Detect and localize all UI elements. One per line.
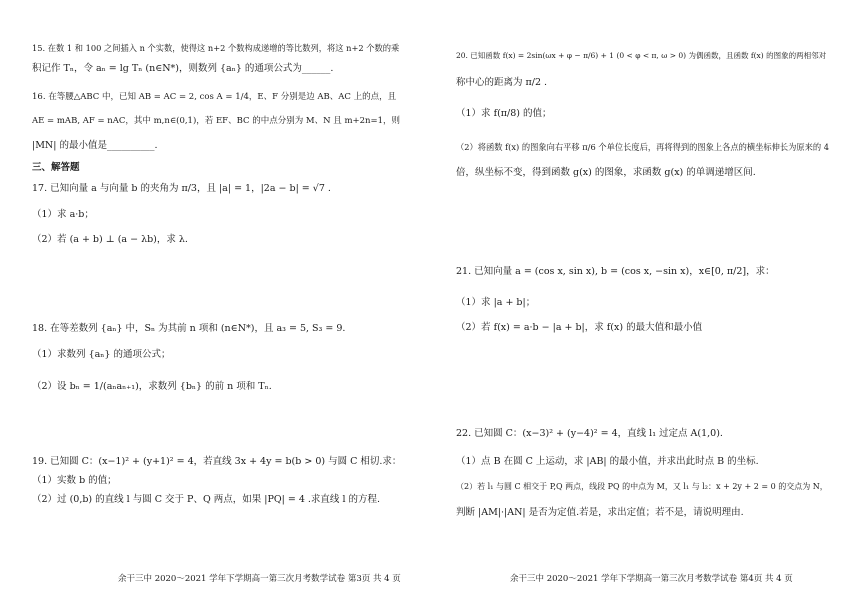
q16-line-1: 16. 在等腰△ABC 中，已知 AB = AC = 2, cos A = 1/4，E、F 分别是边 AB、AC 上的点，且 — [32, 92, 397, 102]
q21-part-2: （2）若 f(x) = a·b − |a + b|，求 f(x) 的最大值和最小值 — [456, 322, 703, 333]
q17-stem: 17. 已知向量 a 与向量 b 的夹角为 π/3，且 |a| = 1，|2a − b| = √7 . — [32, 183, 331, 194]
q20-stem-2: 称中心的距离为 π/2 . — [456, 77, 548, 88]
page-footer: 余干三中 2020～2021 学年下学期高一第三次月考数学试卷 第4页 共 4 页 — [510, 574, 793, 584]
q22-part-2-line-1: （2）若 l₁ 与圆 C 相交于 P,Q 两点，线段 PQ 的中点为 M，又 l₁ 与 l₂：x + 2y + 2 = 0 的交点为 N， — [456, 482, 828, 491]
q20-part-2-line-1: （2）将函数 f(x) 的图象向右平移 π/6 个单位长度后，再将得到的图象上各点的横坐标伸长为原来的 4 — [456, 142, 829, 152]
q15-line-1: 15. 在数 1 和 100 之间插入 n 个实数，使得这 n+2 个数构成递增的等比数列，将这 n+2 个数的乘 — [32, 43, 400, 53]
q18-stem: 18. 在等差数列 {aₙ} 中，Sₙ 为其前 n 项和 (n∈N*)，且 a₃ = 5, S₃ = 9. — [32, 323, 346, 334]
q20-stem-1: 20. 已知函数 f(x) = 2sin(ωx + φ − π/6) + 1 (0 < φ < π, ω > 0) 为偶函数，且函数 f(x) 的图象的两相邻对 — [456, 51, 827, 60]
q15-line-2: 积记作 Tₙ，令 aₙ = lg Tₙ (n∈N*)，则数列 {aₙ} 的通项公式为______. — [32, 63, 334, 74]
page-4 — [430, 0, 840, 607]
q21-stem: 21. 已知向量 a = (cos x, sin x), b = (cos x, −sin x)，x∈[0, π/2]，求： — [456, 266, 775, 277]
q21-part-1: （1）求 |a + b|； — [456, 297, 536, 308]
q22-part-2-line-2: 判断 |AM|·|AN| 是否为定值.若是，求出定值；若不是，请说明理由. — [456, 507, 744, 518]
q19-stem: 19. 已知圆 C：(x−1)² + (y+1)² = 4，若直线 3x + 4y = b(b > 0) 与圆 C 相切.求： — [32, 456, 402, 467]
q16-line-2: AE = mAB, AF = nAC，其中 m,n∈(0,1)，若 EF、BC 的中点分别为 M、N 且 m+2n=1，则 — [32, 116, 401, 126]
q18-part-1: （1）求数列 {aₙ} 的通项公式； — [32, 349, 171, 360]
q19-part-1: （1）实数 b 的值； — [32, 475, 117, 486]
page-footer: 余干三中 2020～2021 学年下学期高一第三次月考数学试卷 第3页 共 4 页 — [118, 574, 401, 584]
q20-part-1: （1）求 f(π/8) 的值； — [456, 108, 552, 119]
q18-part-2: （2）设 bₙ = 1/(aₙaₙ₊₁)，求数列 {bₙ} 的前 n 项和 Tₙ. — [32, 381, 272, 392]
q22-stem: 22. 已知圆 C：(x−3)² + (y−4)² = 4，直线 l₁ 过定点 A(1,0). — [456, 428, 723, 439]
section-heading: 三、解答题 — [32, 162, 80, 173]
q17-part-1: （1）求 a·b； — [32, 209, 94, 220]
q19-part-2: （2）过 (0,b) 的直线 l 与圆 C 交于 P、Q 两点，如果 |PQ| = 4 .求直线 l 的方程. — [32, 494, 381, 505]
q17-part-2: （2）若 (a + b) ⊥ (a − λb)，求 λ. — [32, 234, 188, 245]
q22-part-1: （1）点 B 在圆 C 上运动，求 |AB| 的最小值，并求出此时点 B 的坐标. — [456, 456, 759, 467]
page-3 — [0, 0, 410, 607]
q20-part-2-line-2: 倍，纵坐标不变，得到函数 g(x) 的图象，求函数 g(x) 的单调递增区间. — [456, 167, 756, 178]
q16-line-3: |MN| 的最小值是__________. — [32, 140, 158, 151]
